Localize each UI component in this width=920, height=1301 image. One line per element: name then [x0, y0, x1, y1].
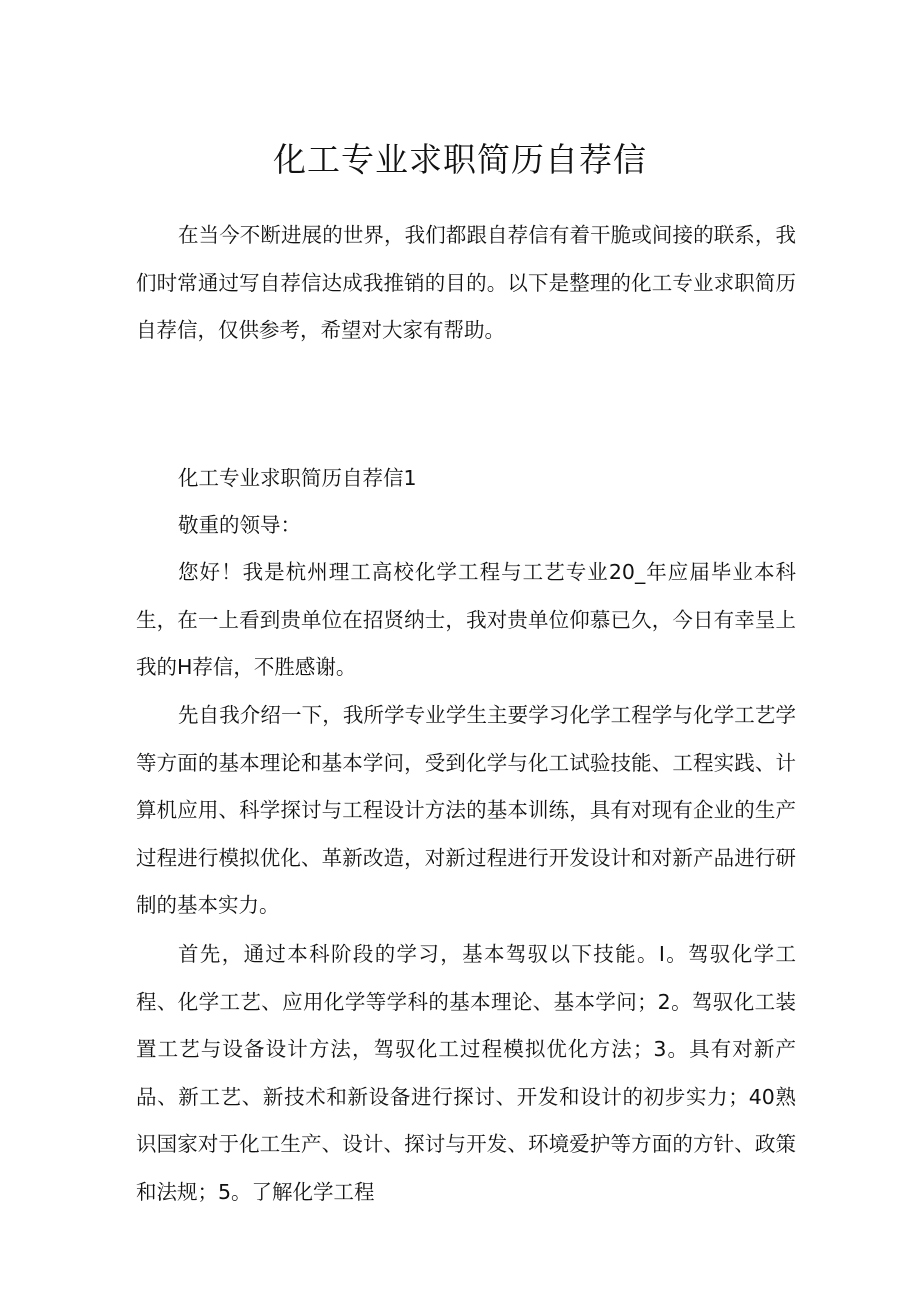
document-title: 化工专业求职简历自荐信: [273, 140, 647, 179]
salutation: 敬重的领导：: [178, 513, 301, 537]
intro-paragraph: 在当今不断进展的世界，我们都跟自荐信有着干脆或间接的联系，我们时常通过写自荐信达成我推销的目的。以下是整理的化工专业求职简历自荐信，仅供参考，希望对大家有帮助。: [136, 223, 796, 342]
body-paragraph-greeting: 您好！我是杭州理工高校化学工程与工艺专业20_年应届毕业本科生，在一上看到贵单位在招贤纳士，我对贵单位仰慕已久，今日有幸呈上我的H荐信，不胜感谢。: [136, 560, 796, 679]
section-heading: 化工专业求职简历自荐信1: [178, 466, 417, 490]
body-paragraph-skills: 首先，通过本科阶段的学习，基本驾驭以下技能。I。驾驭化学工程、化学工艺、应用化学等学科的基本理论、基本学问；2。驾驭化工装置工艺与设备设计方法，驾驭化工过程模拟优化方法；3。具有对新产品、新工艺、新技术和新设备进行探讨、开发和设计的初步实力；40熟识国家对于化工生产、设计、探讨与开发、环境爱护等方面的方针、政策和法规；5。了解化学工程: [136, 942, 796, 1204]
body-paragraph-introduction: 先自我介绍一下，我所学专业学生主要学习化学工程学与化学工艺学等方面的基本理论和基本学问，受到化学与化工试验技能、工程实践、计算机应用、科学探讨与工程设计方法的基本训练，具有对现有企业的生产过程进行模拟优化、革新改造，对新过程进行开发设计和对新产品进行研制的基本实力。: [136, 703, 796, 917]
